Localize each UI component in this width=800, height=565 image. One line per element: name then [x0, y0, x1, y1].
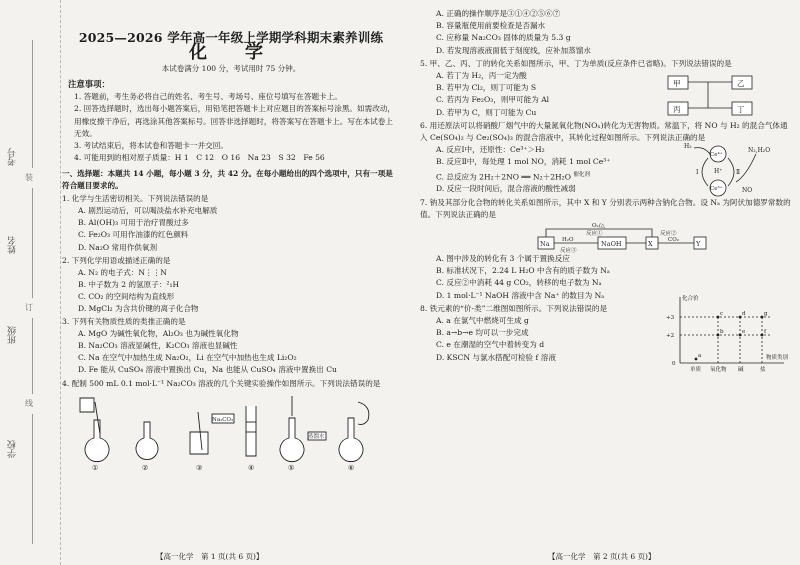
q8-option-b: B. a→b→e 均可以一步完成 — [436, 328, 529, 338]
q4-option-b: B. 容量瓶使用前要检查是否漏水 — [436, 21, 546, 31]
q1-option-b: B. Al(OH)₃ 可用于治疗胃酸过多 — [78, 218, 189, 228]
point-c: c — [720, 311, 724, 317]
q4-option-d: D. 若发现溶液液面低于刻度线，应补加蒸馏水 — [436, 45, 591, 55]
q3-option-d: D. Fe 能从 CuSO₄ 溶液中置换出 Cu，Na 也能从 CuSO₄ 溶液中置换出 Cu — [78, 365, 337, 375]
tick-salt: 盐 — [760, 367, 766, 373]
point-g: g — [764, 311, 768, 317]
point-d: d — [742, 311, 746, 317]
label-h2: H₂ — [684, 143, 692, 151]
subject-title: 化 学 — [189, 42, 273, 64]
q8-option-c: C. e 在潮湿的空气中着转变为 d — [436, 340, 545, 350]
tick-plus2: +2 — [666, 333, 675, 339]
fig-label: ⑥ — [348, 463, 355, 472]
label-hplus: H⁺ — [714, 168, 723, 176]
beaker-icon — [80, 398, 94, 412]
q6-option-d: D. 反应一段时间后，混合溶液的酸性减弱 — [436, 184, 576, 194]
tick-plus3: +3 — [666, 315, 675, 321]
q2-option-c: C. CO₂ 的空间结构为直线形 — [78, 291, 175, 301]
q4-option-a: A. 正确的操作顺序是③①④②⑤⑥⑦ — [436, 9, 561, 18]
cut-line — [32, 318, 33, 394]
tick-base: 碱 — [738, 367, 744, 373]
reaction-condition: 催化剂 — [573, 171, 590, 178]
label-ce4: Ce⁴⁺ — [710, 152, 723, 159]
conversion-diagram — [662, 72, 762, 120]
question-7-stem: 7. 钠及其部分化合物的转化关系如图所示，其中 X 和 Y 分别表示两种含钠化合物。设 Nₐ 为阿伏加德罗常数的值。下列说法正确的是 — [420, 197, 791, 219]
graduated-cylinder-icon — [246, 406, 256, 456]
label-ce3: Ce³⁺ — [710, 186, 723, 193]
notes-heading: 注意事项： — [68, 79, 110, 90]
label-o2-heat: O₂/△ — [592, 222, 605, 229]
point-e: e — [742, 329, 746, 335]
q2-option-d: D. MgCl₂ 为含共价键的离子化合物 — [78, 303, 199, 313]
mark-zhuang: 装 — [25, 173, 33, 182]
beaker-icon — [190, 432, 208, 454]
tick-zero: 0 — [672, 361, 676, 367]
note-item: 2. 回答选择题时，选出每小题答案后，用铅笔把答题卡上对应题目的答案标号涂黑。如需改动，用橡皮擦干净后，再选涂其他答案标号。回答非选择题时，将答案写在答题卡上。写在本试卷上无效。 — [74, 104, 395, 138]
fig-label: ③ — [196, 463, 203, 472]
point-b: b — [720, 329, 724, 335]
cut-line — [32, 188, 33, 298]
note-item: 3. 考试结束后，将本试卷和答题卡一并交回。 — [74, 140, 228, 150]
valence-class-chart — [662, 293, 792, 373]
q1-option-a: A. 剧烈运动后，可以喝淡盐水补充电解质 — [78, 206, 218, 216]
sodium-conversion-diagram — [420, 221, 792, 253]
axis-xlabel: 物质类别 — [766, 355, 789, 361]
q6-option-c-text: C. 总反应为 2H₂＋2NO ══ N₂＋2H₂O — [436, 172, 571, 182]
q7-option-d: D. 1 mol·L⁻¹ NaOH 溶液中含 Na⁺ 的数目为 Nₐ — [436, 290, 605, 300]
fig-tag-na2co3: Na₂CO₃ — [212, 416, 234, 423]
node-bing: 丙 — [673, 105, 681, 115]
q6-option-c — [420, 169, 680, 184]
label-class: 班级 — [8, 326, 18, 344]
q3-option-c: C. Na 在空气中加热生成 Na₂O₂，Li 在空气中加热也生成 Li₂O₂ — [78, 353, 297, 363]
axis-ylabel: 化合价 — [682, 296, 699, 302]
node-ding: 丁 — [737, 105, 745, 115]
q7-option-c: C. 反应②中消耗 44 g CO₂，转移的电子数为 Nₐ — [436, 278, 602, 288]
q7-option-b: B. 标准状况下，2.24 L H₂O 中含有的质子数为 Nₐ — [436, 266, 610, 276]
point-f: f — [764, 329, 767, 335]
q5-option-d: D. 若甲为 C，则丁可能为 Cu — [436, 107, 537, 117]
tick-elemental: 单质 — [690, 367, 702, 373]
section-heading: 一、选择题：本题共 14 小题，每小题 3 分，共 42 分。在每小题给出的四个选项中，只有一项是符合题目要求的。 — [62, 168, 393, 191]
cut-line — [32, 414, 33, 544]
question-5-stem: 5. 甲、乙、丙、丁的转化关系如图所示，甲、丁为单质(反应条件已省略)。下列说法错误的是 — [420, 58, 732, 68]
q4-option-c: C. 应称量 Na₂CO₃ 固体的质量为 5.3 g — [436, 33, 571, 43]
question-6-stem: 6. 用还原法可以将硝酸厂烟气中的大量氮氧化物(NOₓ)转化为无害物质。常温下，将 NO 与 H₂ 的混合气体通入 Ce(SO₄)₂ 与 Ce₂(SO₄)₃ 的混合溶液中，其转化过程如图所示。下列说法正确的是 — [420, 120, 788, 143]
exam-meta: 本试卷满分 100 分，考试用时 75 分钟。 — [161, 64, 301, 74]
q6-option-b: B. 反应Ⅱ中，每处理 1 mol NO，消耗 1 mol Ce³⁺ — [436, 157, 611, 167]
label-co2: CO₂ — [668, 236, 679, 243]
right-page — [420, 8, 792, 556]
footer-left: 【高一化学 第 1 页(共 6 页)】 — [156, 552, 264, 561]
note-item: 1. 答题前，考生务必将自己的姓名、考生号、考场号、座位号填写在答题卡上。 — [74, 92, 342, 102]
q5-option-c: C. 若丙为 Fe₂O₃，则甲可能为 Al — [436, 95, 550, 105]
question-8-stem: 8. 铁元素的“价-类”二维图如图所示。下列说法错误的是 — [420, 303, 608, 313]
q8-option-d: D. KSCN 与氯水搭配可检验 f 溶液 — [436, 352, 556, 362]
label-reaction-1: 反应① — [586, 230, 603, 237]
fig-label: ② — [142, 463, 149, 472]
q6-option-a: A. 反应Ⅰ中，还原性：Ce³⁺＞H₂ — [436, 145, 545, 155]
q2-option-b: B. 中子数为 2 的氢原子：²₁H — [78, 279, 180, 289]
volumetric-flask-icon — [85, 420, 109, 462]
q1-option-c: C. Fe₂O₃ 可用作油漆的红色颜料 — [78, 230, 189, 240]
binding-strip — [0, 0, 61, 565]
fig-label: ① — [92, 463, 99, 472]
label-name: 姓名 — [8, 236, 18, 254]
label-reaction-3: 反应③ — [560, 247, 577, 253]
volumetric-flask-icon — [280, 418, 304, 462]
mark-ding: 订 — [25, 303, 33, 312]
fig-label: ⑤ — [288, 463, 295, 472]
fig-label: ④ — [248, 463, 255, 472]
q8-option-a: A. a 在氯气中燃烧可生成 g — [436, 316, 529, 325]
question-3-stem: 3. 下列有关物质性质的类推正确的是 — [62, 317, 186, 327]
q7-option-a: A. 图中涉及的转化有 3 个属于置换反应 — [436, 253, 570, 263]
label-reaction-2: Ⅱ — [736, 169, 741, 177]
node-naoh: NaOH — [601, 239, 622, 248]
label-no: NO — [742, 187, 753, 195]
q1-option-d: D. Na₂O 常用作供氧剂 — [78, 242, 158, 252]
q3-option-b: B. Na₂CO₃ 溶液显碱性，K₂CO₃ 溶液也显碱性 — [78, 341, 238, 351]
fig-tag-water: 蒸馏水 — [308, 433, 325, 440]
flask-shaking-icon — [136, 422, 158, 460]
question-4-stem: 4. 配制 500 mL 0.1 mol·L⁻¹ Na₂CO₃ 溶液的几个关键实验操作如图所示。下列说法错误的是 — [62, 378, 381, 388]
label-school: 学校 — [8, 440, 18, 458]
lab-apparatus-figure — [62, 392, 392, 472]
label-h2o: H₂O — [562, 236, 574, 243]
left-page — [62, 8, 400, 556]
footer-right: 【高一化学 第 2 页(共 6 页)】 — [548, 552, 656, 561]
node-na: Na — [540, 239, 550, 248]
node-yi: 乙 — [737, 79, 745, 89]
mark-xian: 线 — [25, 399, 33, 408]
node-jia: 甲 — [673, 79, 681, 89]
q5-option-a: A. 若丁为 H₂，丙一定为酸 — [436, 71, 527, 81]
q2-option-a: A. N₂ 的电子式：N⋮⋮N — [78, 267, 167, 277]
label-n2-h2o: N₂,H₂O — [748, 147, 771, 155]
node-y: Y — [696, 239, 701, 248]
point-a: a — [698, 353, 702, 359]
q5-option-b: B. 若甲为 Cl₂，则丁可能为 S — [436, 83, 537, 93]
redox-cycle-diagram — [676, 140, 786, 200]
tick-oxide: 氧化物 — [710, 367, 727, 373]
node-x: X — [648, 239, 653, 248]
q3-option-a: A. MgO 为碱性氧化物，Al₂O₃ 也为碱性氧化物 — [78, 329, 239, 339]
note-item: 4. 可能用到的相对原子质量：H 1 C 12 O 16 Na 23 S 32 Fe 56 — [74, 152, 325, 162]
exam-title: 2025—2026 学年高一年级上学期学科期末素养训练 — [78, 30, 384, 45]
hand-icon — [358, 402, 369, 425]
cut-line — [32, 40, 33, 168]
question-2-stem: 2. 下列化学用语或描述正确的是 — [62, 255, 171, 265]
question-1-stem: 1. 化学与生活密切相关。下列说法错误的是 — [62, 194, 209, 204]
label-exam-number: 考号 — [8, 148, 18, 166]
label-reaction-2: 反应② — [660, 230, 677, 237]
label-reaction-1: Ⅰ — [696, 169, 699, 177]
